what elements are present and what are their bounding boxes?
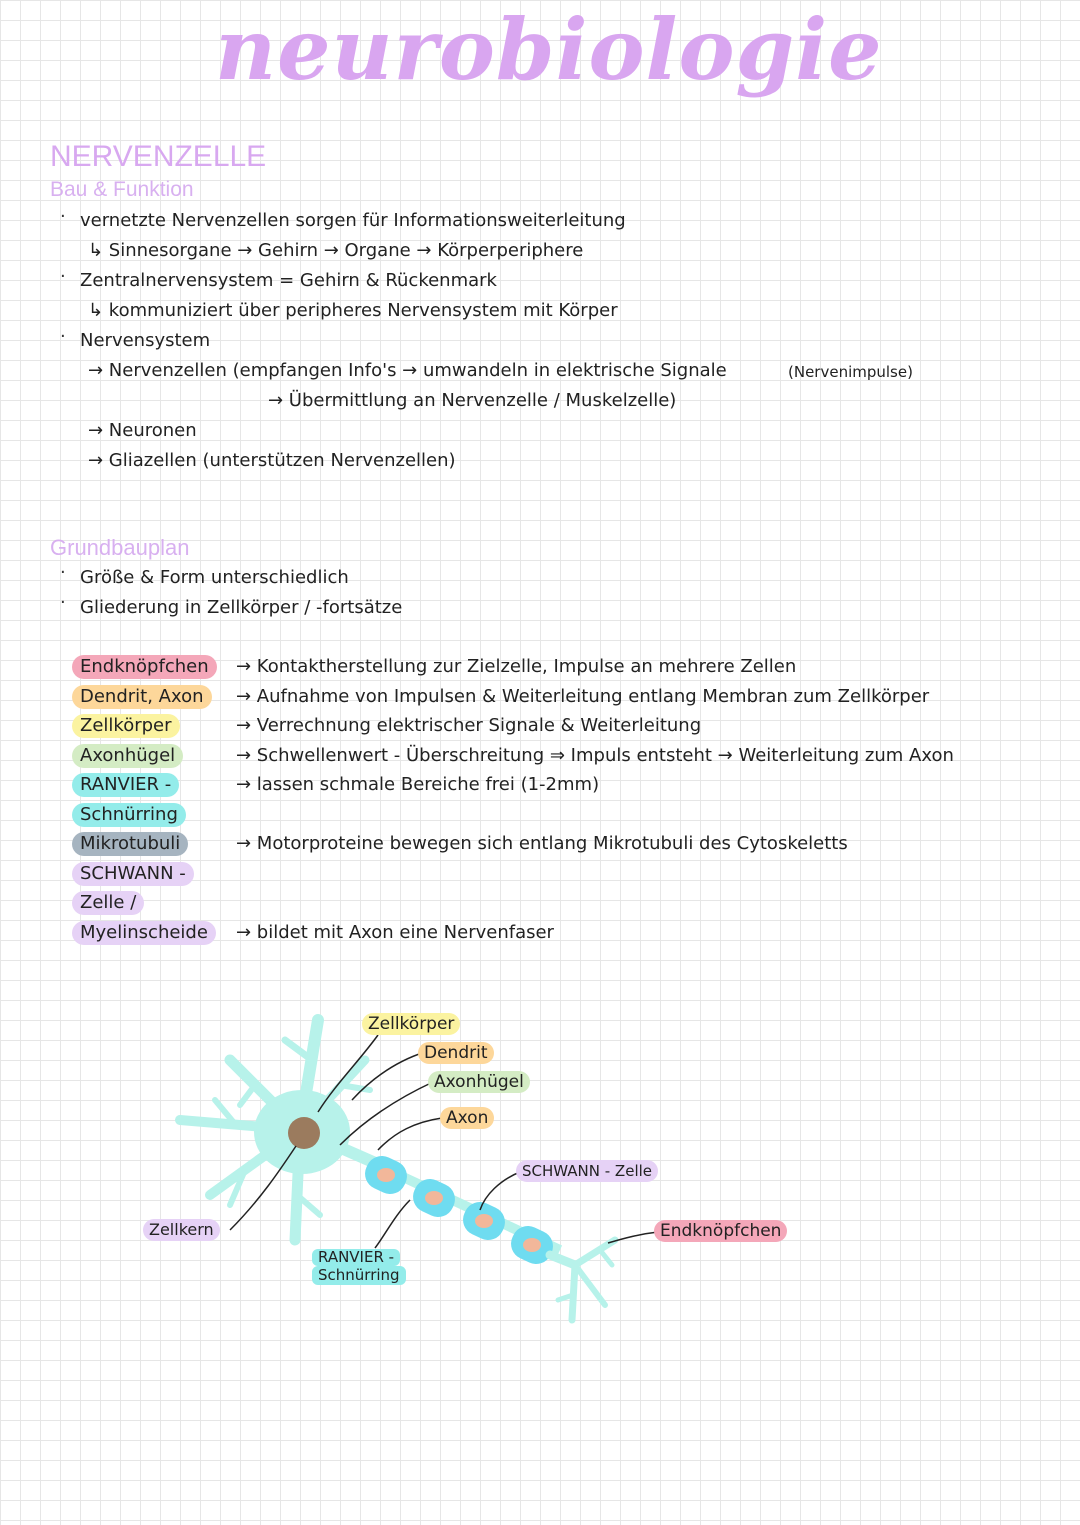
- diagram-label-dendrit: Dendrit: [418, 1042, 494, 1064]
- diagram-label-axonhuegel: Axonhügel: [428, 1071, 530, 1093]
- text-line: ↳ Sinnesorgane → Gehirn → Organe → Körperperiphere: [88, 240, 584, 261]
- text-line: Nervensystem: [80, 330, 211, 351]
- section-subheading-bau-funktion: Bau & Funktion: [50, 178, 194, 201]
- text-line: vernetzte Nervenzellen sorgen für Informationsweiterleitung: [80, 210, 626, 231]
- term-badge: RANVIER -: [72, 773, 179, 797]
- term-badge: Endknöpfchen: [72, 655, 217, 679]
- term-description: → bildet mit Axon eine Nervenfaser: [236, 922, 554, 943]
- section-heading-grundbauplan: Grundbauplan: [50, 535, 190, 560]
- diagram-label-schnuerring: Schnürring: [312, 1266, 406, 1285]
- term-badge: Schnürring: [72, 803, 186, 827]
- term-description: → Schwellenwert - Überschreitung ⇒ Impuls entsteht → Weiterleitung zum Axon: [236, 745, 954, 766]
- diagram-label-endknoepfchen: Endknöpfchen: [654, 1220, 787, 1242]
- bullet-dot: ·: [60, 562, 66, 583]
- page-title: neurobiologie: [215, 0, 883, 99]
- nucleus: [288, 1117, 320, 1149]
- text-line: ↳ kommuniziert über peripheres Nervensystem mit Körper: [88, 300, 618, 321]
- term-badge: Axonhügel: [72, 744, 183, 768]
- diagram-label-zellkoerper: Zellkörper: [362, 1013, 460, 1035]
- term-description: → Aufnahme von Impulsen & Weiterleitung entlang Membran zum Zellkörper: [236, 686, 930, 707]
- term-badge: Mikrotubuli: [72, 832, 188, 856]
- term-description: → Verrechnung elektrischer Signale & Weiterleitung: [236, 715, 702, 736]
- text-line: → Gliazellen (unterstützen Nervenzellen): [88, 450, 456, 471]
- text-line: (Nervenimpulse): [788, 363, 913, 381]
- text-line: Gliederung in Zellkörper / -fortsätze: [80, 597, 403, 618]
- section-heading-nervenzelle: NERVENZELLE: [50, 140, 267, 173]
- diagram-label-axon: Axon: [440, 1107, 494, 1129]
- term-badge: Zelle /: [72, 891, 144, 915]
- term-description: → Kontaktherstellung zur Zielzelle, Impulse an mehrere Zellen: [236, 656, 797, 677]
- text-line: Zentralnervensystem = Gehirn & Rückenmark: [80, 270, 497, 291]
- bullet-dot: ·: [60, 266, 66, 287]
- term-description: → Motorproteine bewegen sich entlang Mikrotubuli des Cytoskeletts: [236, 833, 848, 854]
- diagram-label-zellkern: Zellkern: [143, 1219, 220, 1241]
- bullet-dot: ·: [60, 326, 66, 347]
- diagram-label-ranvier: RANVIER -: [312, 1249, 400, 1266]
- text-line: → Neuronen: [88, 420, 197, 441]
- bullet-dot: ·: [60, 206, 66, 227]
- text-line: → Übermittlung an Nervenzelle / Muskelzelle): [268, 390, 677, 411]
- term-badge: Myelinscheide: [72, 921, 216, 945]
- text-line: Größe & Form unterschiedlich: [80, 567, 349, 588]
- axon-terminals: [550, 1240, 615, 1320]
- term-badge: Dendrit, Axon: [72, 685, 212, 709]
- term-badge: Zellkörper: [72, 714, 180, 738]
- diagram-label-schwann-zelle: SCHWANN - Zelle: [516, 1160, 658, 1182]
- bullet-dot: ·: [60, 592, 66, 613]
- text-line: → Nervenzellen (empfangen Info's → umwandeln in elektrische Signale: [88, 360, 727, 381]
- term-description: → lassen schmale Bereiche frei (1-2mm): [236, 774, 600, 795]
- term-badge: SCHWANN -: [72, 862, 194, 886]
